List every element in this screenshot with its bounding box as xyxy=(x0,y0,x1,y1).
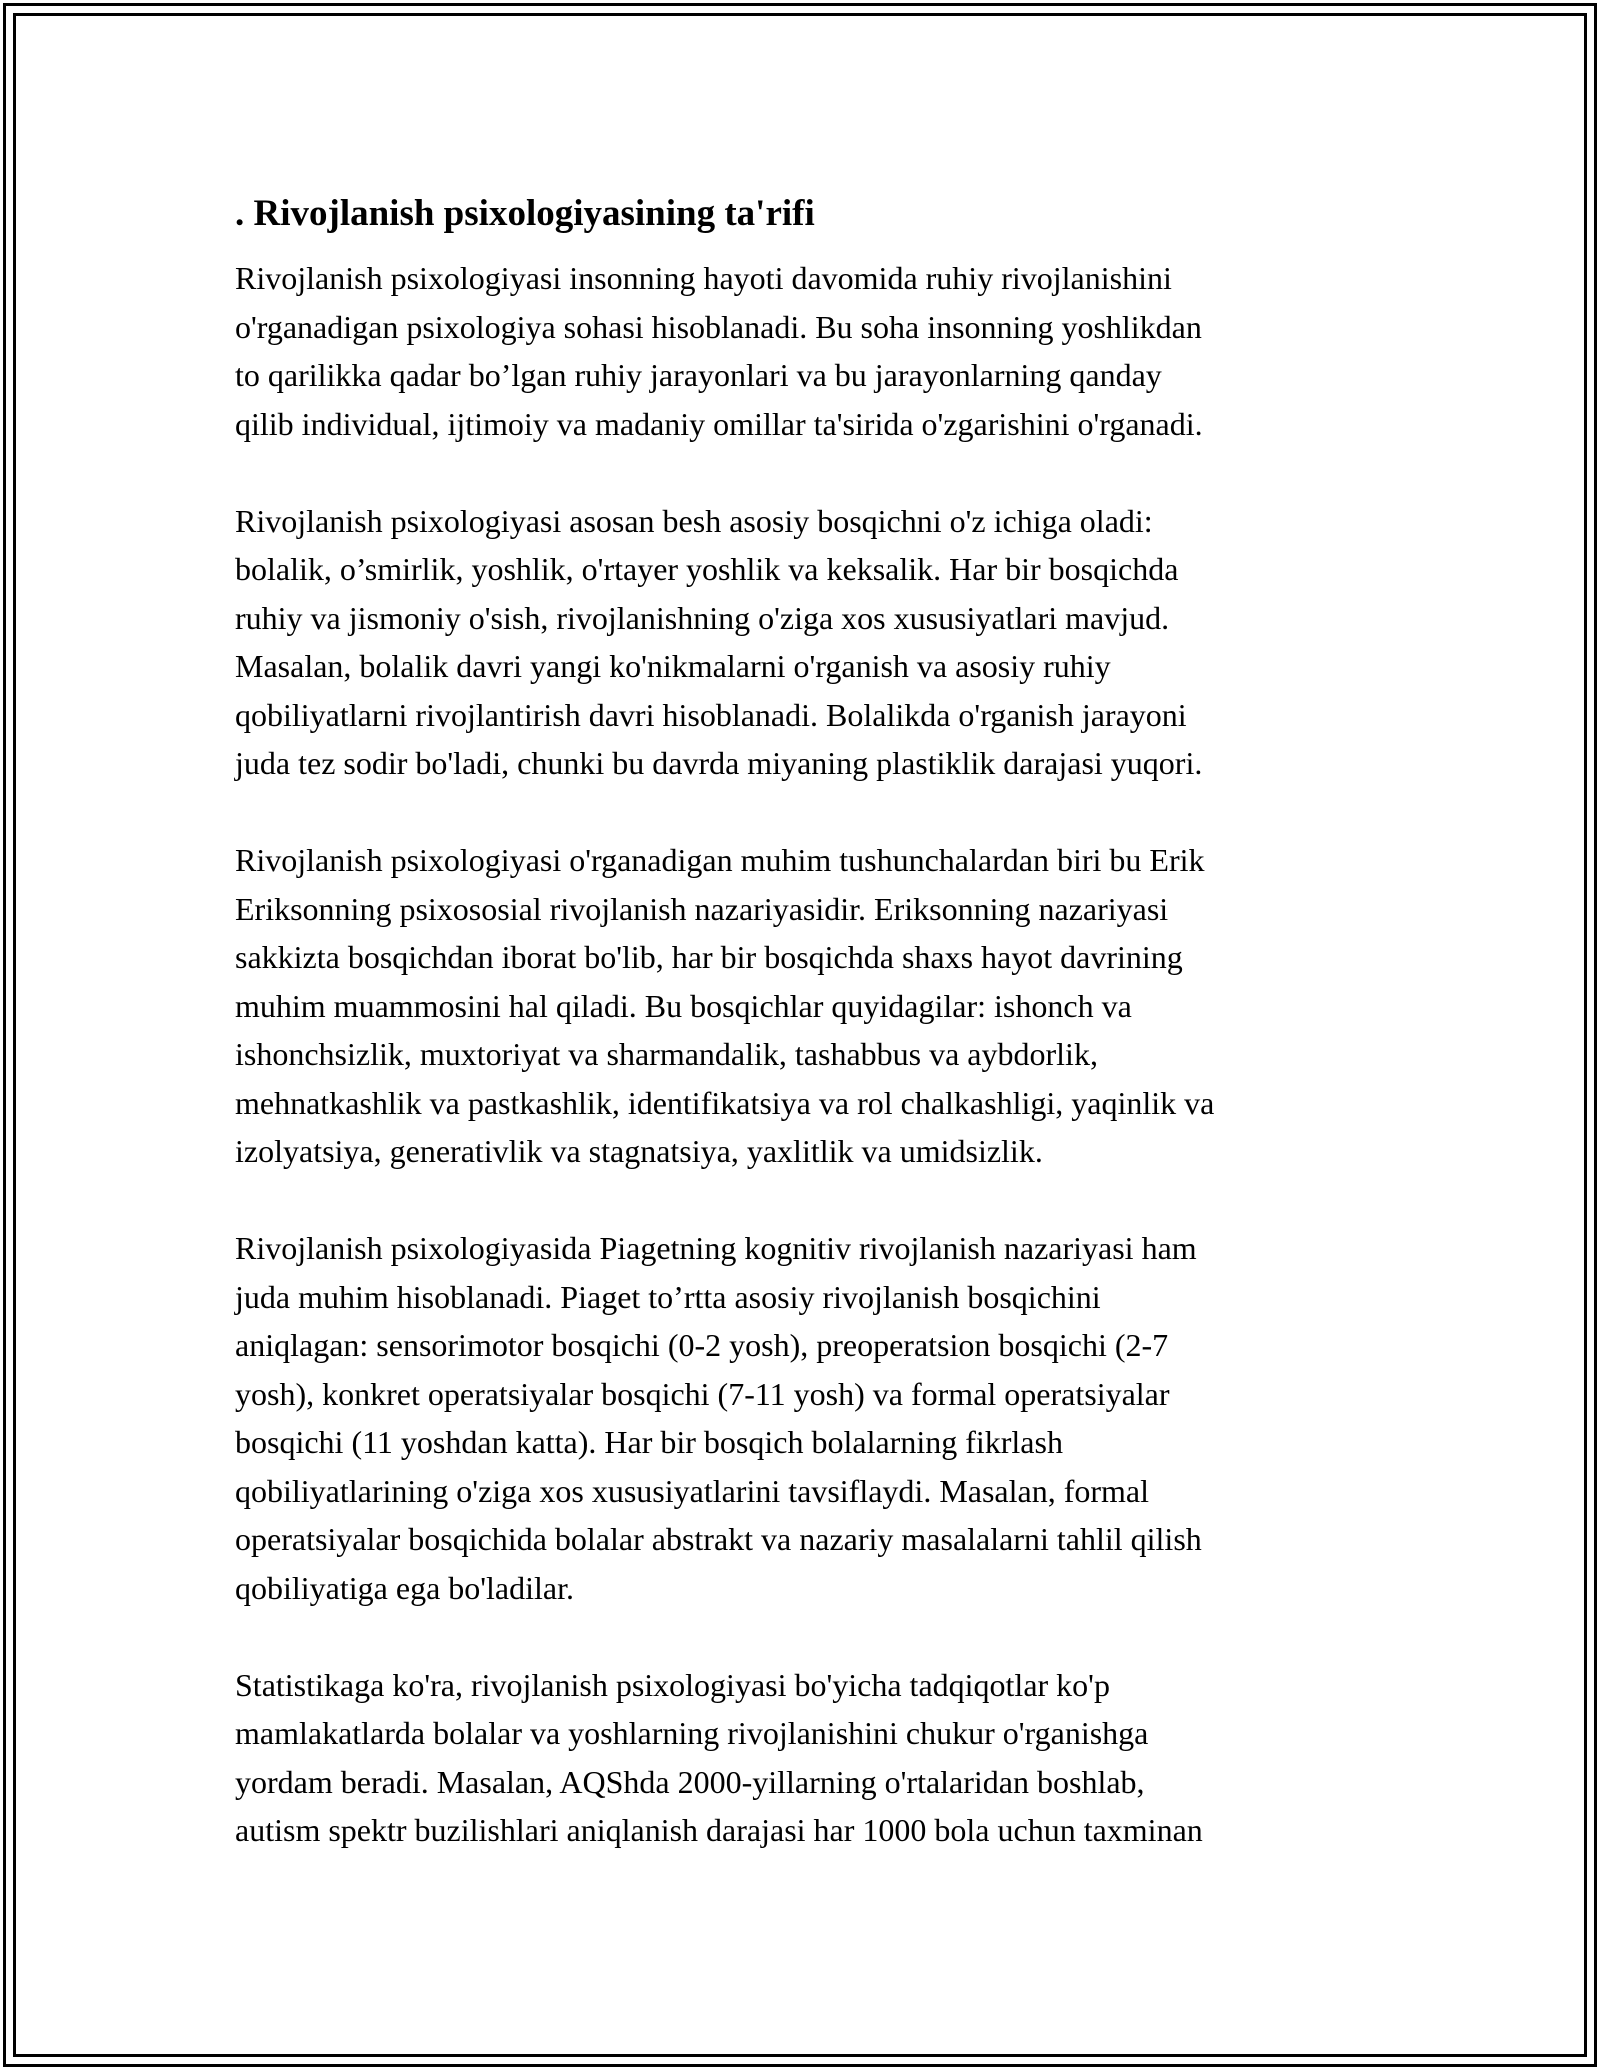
paragraph-line: qobiliyatlarni rivojlantirish davri hisoblanadi. Bolalikda o'rganish jarayoni xyxy=(235,696,1187,733)
paragraph-line: muhim muammosini hal qiladi. Bu bosqichlar quyidagilar: ishonch va xyxy=(235,987,1132,1024)
paragraph-line: qilib individual, ijtimoiy va madaniy omillar ta'sirida o'zgarishini o'rganadi. xyxy=(235,405,1203,442)
paragraph-line: Masalan, bolalik davri yangi ko'nikmalarni o'rganish va asosiy ruhiy xyxy=(235,648,1111,684)
paragraph-line: Rivojlanish psixologiyasida Piagetning kognitiv rivojlanish nazariyasi ham xyxy=(235,1230,1197,1266)
paragraph-line: yosh), konkret operatsiyalar bosqichi (7-11 yosh) va formal operatsiyalar xyxy=(235,1375,1170,1412)
paragraph-1 xyxy=(235,254,1365,448)
paragraph-line: qobiliyatlarining o'ziga xos xususiyatlarini tavsiflaydi. Masalan, formal xyxy=(235,1472,1150,1509)
paragraph-line: aniqlagan: sensorimotor bosqichi (0-2 yosh), preoperatsion bosqichi (2-7 xyxy=(235,1327,1169,1363)
paragraph-list xyxy=(235,254,1365,1855)
paragraph-line: mehnatkashlik va pastkashlik, identifikatsiya va rol chalkashligi, yaqinlik va xyxy=(235,1084,1215,1121)
paragraph-line: sakkizta bosqichdan iborat bo'lib, har bir bosqichda shaxs hayot davrining xyxy=(235,939,1183,975)
paragraph-line: ruhiy va jismoniy o'sish, rivojlanishning o'ziga xos xususiyatlari mavjud. xyxy=(235,599,1170,636)
paragraph-4 xyxy=(235,1224,1365,1612)
paragraph-line: juda tez sodir bo'ladi, chunki bu davrda miyaning plastiklik darajasi yuqori. xyxy=(235,745,1203,781)
paragraph-2 xyxy=(235,497,1365,788)
paragraph-line: qobiliyatiga ega bo'ladilar. xyxy=(235,1569,574,1606)
paragraph-5 xyxy=(235,1661,1365,1855)
paragraph-line: juda muhim hisoblanadi. Piaget to’rtta asosiy rivojlanish bosqichini xyxy=(235,1278,1101,1315)
document-body xyxy=(235,188,1365,1903)
paragraph-3 xyxy=(235,836,1365,1176)
paragraph-line: o'rganadigan psixologiya sohasi hisoblanadi. Bu soha insonning yoshlikdan xyxy=(235,308,1202,345)
paragraph-line: Rivojlanish psixologiyasi o'rganadigan muhim tushunchalardan biri bu Erik xyxy=(235,842,1205,878)
paragraph-line: Rivojlanish psixologiyasi insonning hayoti davomida ruhiy rivojlanishini xyxy=(235,260,1172,296)
paragraph-line: bolalik, o’smirlik, yoshlik, o'rtayer yoshlik va keksalik. Har bir bosqichda xyxy=(235,551,1179,587)
page-title: . Rivojlanish psixologiyasining ta'rifi xyxy=(235,193,815,234)
paragraph-line: operatsiyalar bosqichida bolalar abstrakt va nazariy masalalarni tahlil qilish xyxy=(235,1521,1202,1557)
paragraph-line: autism spektr buzilishlari aniqlanish darajasi har 1000 bola uchun taxminan xyxy=(235,1812,1203,1848)
paragraph-line: ishonchsizlik, muxtoriyat va sharmandalik, tashabbus va aybdorlik, xyxy=(235,1036,1098,1072)
paragraph-line: yordam beradi. Masalan, AQShda 2000-yillarning o'rtalaridan boshlab, xyxy=(235,1763,1145,1800)
paragraph-line: bosqichi (11 yoshdan katta). Har bir bosqich bolalarning fikrlash xyxy=(235,1424,1063,1460)
paragraph-line: izolyatsiya, generativlik va stagnatsiya, yaxlitlik va umidsizlik. xyxy=(235,1133,1043,1169)
paragraph-line: Statistikaga ko'ra, rivojlanish psixologiyasi bo'yicha tadqiqotlar ko'p xyxy=(235,1666,1110,1703)
paragraph-line: mamlakatlarda bolalar va yoshlarning rivojlanishini chukur o'rganishga xyxy=(235,1715,1149,1751)
paragraph-line: to qarilikka qadar bo’lgan ruhiy jarayonlari va bu jarayonlarning qanday xyxy=(235,357,1162,393)
paragraph-line: Eriksonning psixososial rivojlanish nazariyasidir. Eriksonning nazariyasi xyxy=(235,890,1169,927)
paragraph-line: Rivojlanish psixologiyasi asosan besh asosiy bosqichni o'z ichiga oladi: xyxy=(235,502,1153,539)
